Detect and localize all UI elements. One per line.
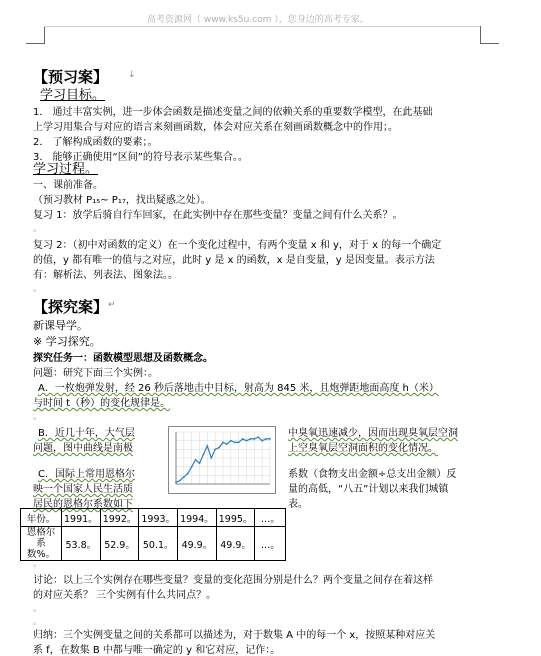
example-a-line: A．一枚炮弹发射，经 26 秒后落地击中目标，射高为 845 米，且炮弹距地面高度 h（米） (38, 383, 439, 394)
table-header-cell: 1994。 (178, 509, 217, 527)
section-title-preview: 【预习案】 (33, 68, 109, 86)
review-2-line: 复习 2：（初中对函数的定义）在一个变化过程中，有两个变量 x 和 y，对于 x 的每一个确定 (33, 240, 442, 251)
data-point (238, 442, 240, 444)
section-title-explore: 【探究案】 (33, 298, 109, 316)
example-c-right: 量的高低，“八五”计划以来我们城镇 (288, 484, 449, 495)
table-header-row (21, 509, 286, 527)
data-point (210, 457, 212, 459)
table-cell: 50.1。 (139, 527, 178, 561)
table-cell: 53.8。 (62, 527, 101, 561)
row-label-line: 系数%。 (26, 538, 56, 560)
prep-note: （预习教材 P₁₅~ P₁₇，找出疑惑之处）。 (33, 195, 211, 206)
data-point (195, 459, 197, 461)
table-header-cell: 1992。 (100, 509, 139, 527)
goal-item: 1． 通过丰富实例，进一步体会函数是描述变量之间的依赖关系的重要数学模型，在此基础 (33, 107, 433, 118)
question: 问题：研究下面三个实例：。 (33, 368, 158, 379)
data-point (187, 473, 189, 475)
data-point (183, 476, 185, 478)
data-point (222, 442, 224, 444)
data-point (257, 436, 259, 438)
table-cell: 49.9。 (216, 527, 255, 561)
goals-heading: 学习目标。 (40, 88, 106, 103)
example-c-left: 映一个国家人民生活质 (33, 484, 133, 495)
header-rule (44, 26, 480, 27)
prep-heading: 一、课前准备。 (33, 180, 103, 191)
discussion-line: 的对应关系？ 三个实例有什么共同点？。 (33, 590, 217, 601)
table-header-cell: …。 (255, 509, 286, 527)
data-point (214, 448, 216, 450)
data-point (218, 447, 220, 449)
data-point (199, 462, 201, 464)
process-heading: 学习过程。 (33, 162, 99, 177)
data-point (230, 440, 232, 442)
crop-mark (480, 26, 481, 44)
star-heading: ※ 学习探究。 (33, 335, 101, 348)
engel-table (20, 508, 286, 561)
crop-mark (44, 26, 45, 44)
paragraph-mark: 。 (33, 617, 43, 627)
table-header-cell: 1991。 (62, 509, 101, 527)
data-point (246, 440, 248, 442)
data-point (234, 442, 236, 444)
data-point (206, 445, 208, 447)
review-2-line: 有：解析法、列表法、图象法。。 (33, 270, 178, 281)
table-header-cell: 1995。 (216, 509, 255, 527)
summary-line: 系 f，在数集 B 中都与唯一确定的 y 和它对应，记作：。 (33, 645, 281, 656)
table-header-cell: 年份。 (21, 509, 62, 527)
example-b-left: 问题，图中曲线是南极 (33, 443, 133, 454)
example-c-right: 系数（食物支出金额÷总支出金额）反 (288, 469, 457, 480)
example-b-right: 上空臭氧层空洞面积的变化情况。 (288, 443, 438, 454)
table-row (21, 527, 286, 561)
table-cell: 49.9。 (178, 527, 217, 561)
example-b-left: B．近几十年，大气层 (38, 428, 135, 439)
data-point (269, 438, 271, 440)
table-cell: …。 (255, 527, 286, 561)
subhead: 新课导学。 (33, 319, 88, 332)
data-point (265, 438, 267, 440)
data-point (191, 466, 193, 468)
paragraph-mark: ↓ (128, 70, 136, 80)
data-point (253, 438, 255, 440)
page-header: 高考资源网（ www.ks5u.com ），您身边的高考专家。 (147, 15, 369, 25)
example-c-left: 居民的恩格尔系数如下 (33, 499, 133, 510)
discussion-line: 讨论：以上三个实例存在哪些变量？变量的变化范围分别是什么？两个变量之间存在着这样 (33, 575, 433, 586)
example-c-left: C．国际上常用恩格尔 (38, 469, 135, 480)
data-point (226, 443, 228, 445)
row-label-line: 恩格尔 (26, 527, 56, 538)
data-point (242, 438, 244, 440)
paragraph-mark: 。 (33, 412, 43, 422)
example-b-right: 中臭氧迅速减少，因而出现臭氧层空洞 (288, 428, 458, 439)
example-c-right: 表。 (288, 499, 308, 510)
review-2-line: 的值，y 都有唯一的值与之对应，此时 y 是 x 的函数，x 是自变量，y 是因变量。表示方法 (33, 255, 435, 266)
example-a-line: 与时间 t（秒）的变化规律是。 (33, 398, 171, 409)
paragraph-mark: 。 (33, 224, 43, 234)
crop-mark (480, 43, 499, 44)
goal-item: 上学习用集合与对应的语言来刻画函数，体会对应关系在刻画函数概念中的作用；。 (33, 122, 398, 133)
summary-line: 归纳：三个实例变量之间的关系都可以描述为，对于数集 A 中的每一个 x，按照某种对应关 (33, 630, 436, 641)
data-point (179, 480, 181, 482)
paragraph-mark: 。 (33, 284, 43, 294)
ozone-hole-chart (168, 426, 276, 494)
data-point (261, 440, 263, 442)
data-point (250, 438, 252, 440)
task-heading: 探究任务一：函数模型思想及函数概念。 (33, 353, 213, 364)
crop-mark (26, 43, 45, 44)
goal-item: 3． 能够正确使用“区间”的符号表示某些集合。。 (33, 152, 248, 163)
data-point (175, 481, 177, 483)
paragraph-mark: 。 (33, 559, 43, 569)
paragraph-mark: 。 (33, 604, 43, 614)
goal-item: 2． 了解构成函数的要素；。 (33, 137, 158, 148)
table-header-cell: 1993。 (139, 509, 178, 527)
table-cell: 52.9。 (100, 527, 139, 561)
data-point (203, 454, 205, 456)
review-1: 复习 1：放学后骑自行车回家，在此实例中存在那些变量？变量之间有什么关系？。 (33, 210, 403, 221)
paragraph-mark: ↵ (108, 300, 116, 310)
